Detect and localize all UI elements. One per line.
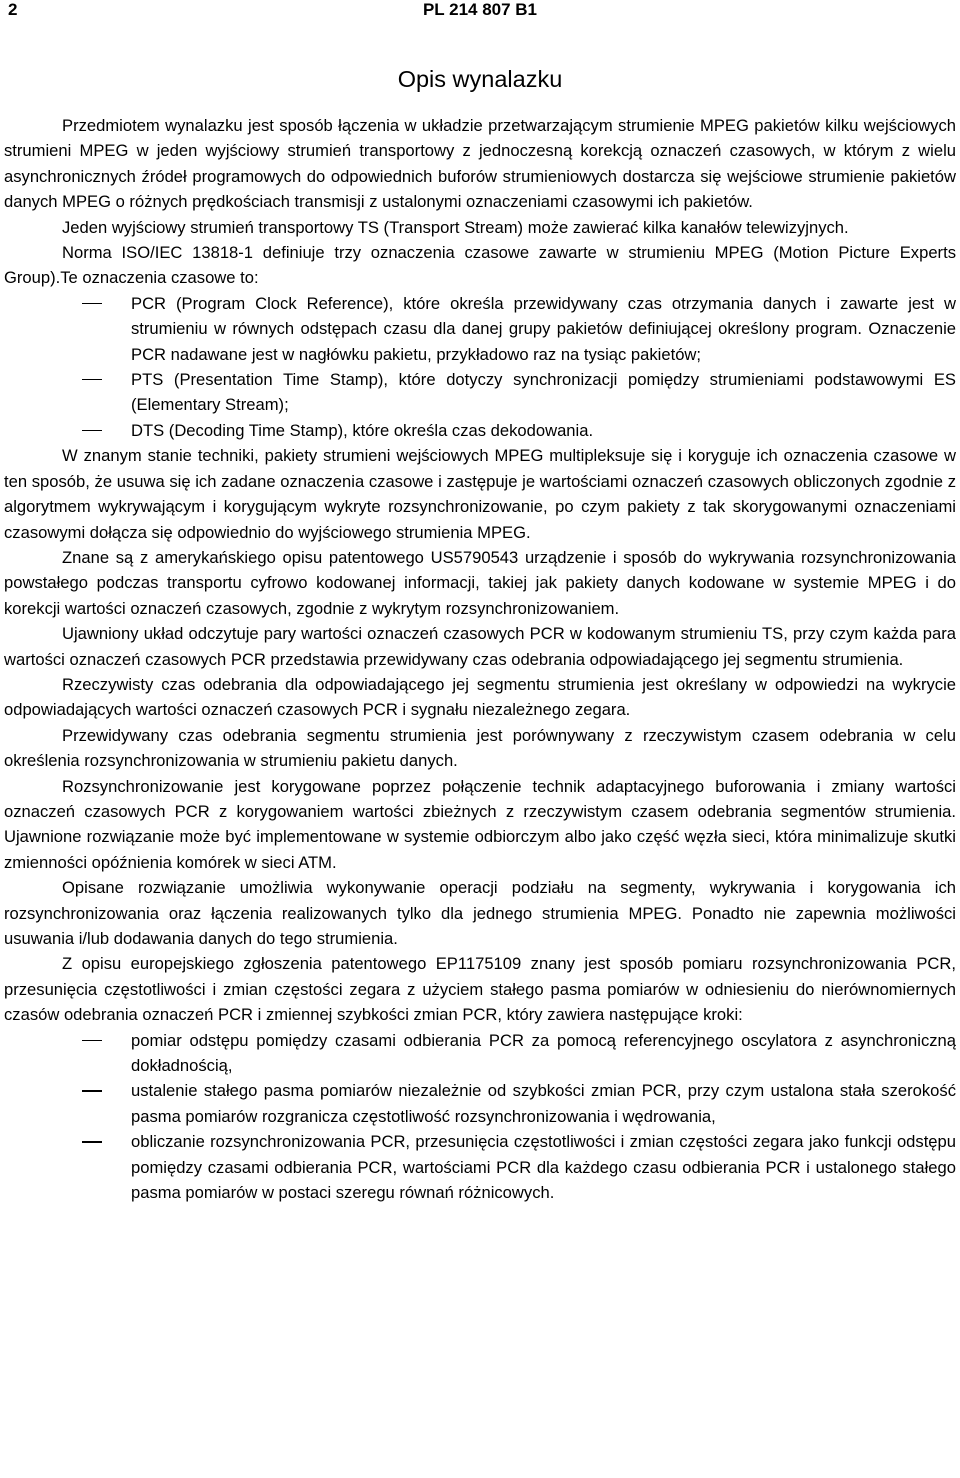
- list-item: [4, 291, 956, 367]
- dash-bullet-icon: [82, 1141, 102, 1142]
- paragraph: Znane są z amerykańskiego opisu patentowego US5790543 urządzenie i sposób do wykrywania rozsynchronizowania powstałego podczas transportu cyfrowo kodowanej informacji, takiej jak pakiety danych kodowane w systemie MPEG i do korekcji wartości oznaczeń czasowych, zgodnie z wykrytym rozsynchronizowaniem.: [4, 547, 956, 618]
- paragraph: Rzeczywisty czas odebrania dla odpowiadającego jej segmentu strumienia jest określany w odpowiedzi na wykrycie odpowiadających wartości oznaczeń czasowych PCR i sygnału niezależnego zegara.: [4, 674, 956, 720]
- paragraph: Ujawniony układ odczytuje pary wartości oznaczeń czasowych PCR w kodowanym strumieniu TS, przy czym każda para wartości oznaczeń czasowych PCR przedstawia przewidywany czas odebrania odpowiadającego jej segmentu strumienia.: [4, 624, 956, 669]
- paragraph: Rozsynchronizowanie jest korygowane poprzez połączenie technik adaptacyjnego buforowania i zmiany wartości oznaczeń czasowych PCR z korygowaniem wartości zbieżnych z rzeczywistym czasem odebrania segmentów strumienia. Ujawnione rozwiązanie może być implementowane w systemie odbiorczym albo jako część węzła sieci, która minimalizuje skutki zmienności opóźnienia komórek w sieci ATM.: [4, 776, 956, 872]
- page-number: 2: [8, 0, 18, 19]
- paragraph: Przewidywany czas odebrania segmentu strumienia jest porównywany z rzeczywistym czasem odebrania w celu określenia rozsynchronizowania w strumieniu pakietu danych.: [4, 725, 956, 771]
- list-item-text: pomiar odstępu pomiędzy czasami odbierania PCR za pomocą referencyjnego oscylatora z asynchroniczną dokładnością,: [131, 1030, 956, 1076]
- list-item-text: DTS (Decoding Time Stamp), które określa czas dekodowania.: [131, 420, 594, 440]
- list-item: [4, 418, 956, 443]
- list-item: [4, 1078, 956, 1129]
- dash-bullet-icon: [82, 430, 102, 431]
- document-body: [4, 113, 956, 1205]
- running-header: [4, 0, 956, 24]
- steps-list: [4, 1028, 956, 1206]
- dash-bullet-icon: [82, 379, 102, 380]
- list-item: [4, 1028, 956, 1079]
- list-item-text: PTS (Presentation Time Stamp), które dotyczy synchronizacji pomiędzy strumieniami podstawowymi ES (Elementary Stream);: [131, 370, 956, 415]
- list-item-text: ustalenie stałego pasma pomiarów niezależnie od szybkości zmian PCR, przy czym ustalona stała szerokość pasma pomiarów rozgranicza częstotliwość rozsynchronizowania i wędrowania,: [131, 1081, 956, 1126]
- document-title: Opis wynalazku: [397, 66, 563, 92]
- paragraph: Norma ISO/IEC 13818-1 definiuje trzy oznaczenia czasowe zawarte w strumieniu MPEG (Motion Picture Experts Group).Te oznaczenia czasowe to:: [4, 243, 956, 288]
- timestamp-list: [4, 291, 956, 443]
- dash-bullet-icon: [82, 1040, 102, 1041]
- paragraph: W znanym stanie techniki, pakiety strumieni wejściowych MPEG multipleksuje się i koryguje ich oznaczenia czasowe w ten sposób, że usuwa się ich zadane oznaczenia czasowe i zastępuje je wartościami oznaczeń czasowych obliczonych zgodnie z algorytmem wykrywającym i korygującym wykryte rozsynchronizowanie, po czym pakiety z tak skorygowanymi oznaczeniami czasowymi dołącza się odpowiednio do wyjściowego strumienia MPEG.: [4, 446, 956, 542]
- dash-bullet-icon: [82, 303, 102, 304]
- list-item: [4, 367, 956, 418]
- paragraph: Z opisu europejskiego zgłoszenia patentowego EP1175109 znany jest sposób pomiaru rozsynchronizowania PCR, przesunięcia częstotliwości i zmian częstości zegara z użyciem stałego pasma pomiarów w odniesieniu do nierównomiernych czasów odebrania oznaczeń PCR i zmiennej szybkości zmian PCR, który zawiera następujące kroki:: [4, 954, 956, 1025]
- paragraph: Przedmiotem wynalazku jest sposób łączenia w układzie przetwarzającym strumienie MPEG pakietów kilku wejściowych strumieni MPEG w jeden wyjściowy strumień transportowy z jednoczesną korekcją oznaczeń czasowych, w którym z wielu asynchronicznych źródeł programowych do odpowiednich buforów strumieniowych dostarcza się wejściowe strumienie pakietów danych MPEG o różnych prędkościach transmisji z ustalonymi oznaczeniami czasowymi ich pakietów.: [4, 116, 956, 212]
- patent-number: PL 214 807 B1: [422, 0, 538, 19]
- paragraph: Jeden wyjściowy strumień transportowy TS (Transport Stream) może zawierać kilka kanałów telewizyjnych.: [62, 217, 849, 237]
- list-item-text: PCR (Program Clock Reference), które określa przewidywany czas otrzymania danych i zawarte jest w strumieniu w równych odstępach czasu dla danej grupy pakietów definiującej określony program. Oznaczenie PCR nadawane jest w nagłówku pakietu, przykładowo raz na tysiąc pakietów;: [131, 293, 956, 364]
- list-item-text: obliczanie rozsynchronizowania PCR, przesunięcia częstotliwości i zmian częstości zegara jako funkcji odstępu pomiędzy czasami odbierania PCR, wartościami PCR dla każdego czasu odbierania PCR i ustalonego stałego pasma pomiarów w postaci szeregu równań różnicowych.: [131, 1132, 956, 1203]
- dash-bullet-icon: [82, 1090, 102, 1091]
- paragraph: Opisane rozwiązanie umożliwia wykonywanie operacji podziału na segmenty, wykrywania i korygowania ich rozsynchronizowania oraz łączenia realizowanych tylko dla jednego strumienia MPEG. Ponadto nie zapewnia możliwości usuwania i/lub dodawania danych do tego strumienia.: [4, 878, 956, 948]
- list-item: [4, 1129, 956, 1205]
